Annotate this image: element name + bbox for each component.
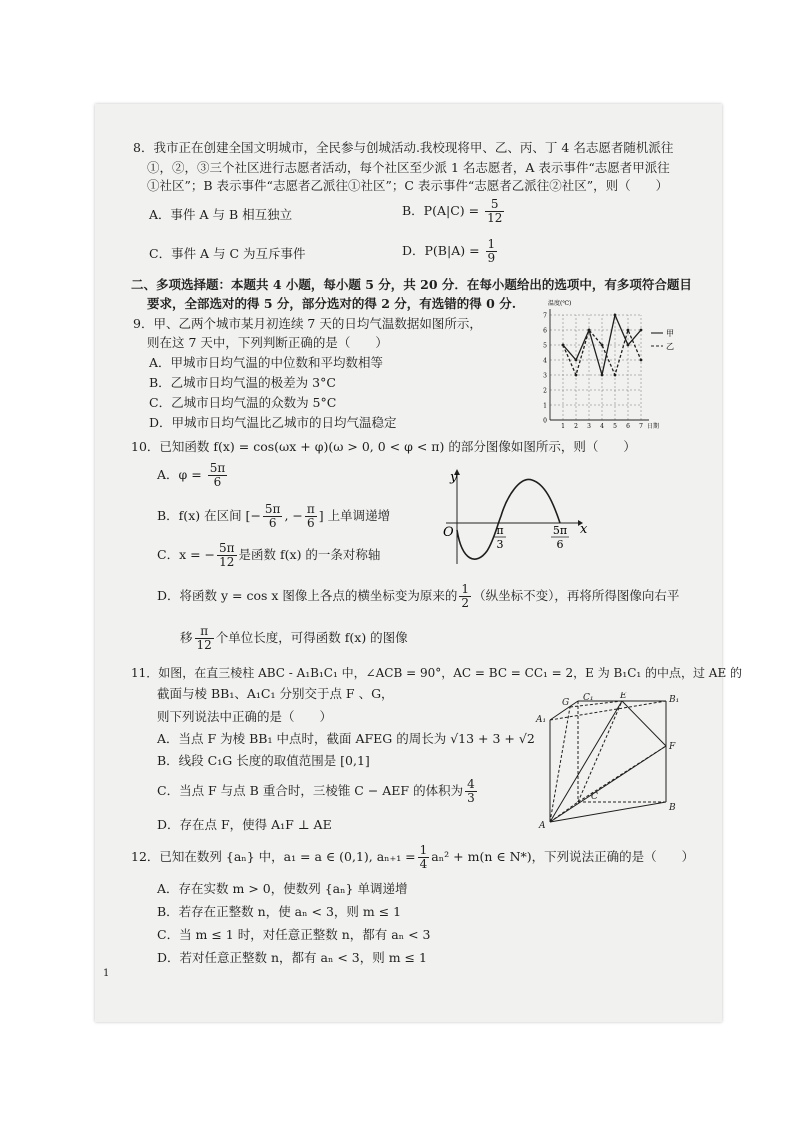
chart-x-tick-label: 6 [626, 423, 630, 430]
q10-option-b-post: ] 上单调递增 [318, 508, 391, 523]
q11-option-c-text: C．当点 F 与点 B 重合时，三棱锥 C − AEF 的体积为 [157, 783, 464, 798]
chart-x-tick-label: 4 [600, 423, 604, 430]
q11-option-c-fraction [465, 778, 477, 805]
q12-stem-post: aₙ² + m(n ∈ N*)，下列说法正确的是（ ） [431, 849, 695, 864]
chart-y-tick-label: 4 [543, 357, 547, 365]
q10-option-d2-fraction [195, 625, 214, 652]
chart-x-tick-label: 3 [587, 423, 591, 430]
q12-stem-fraction [418, 844, 430, 871]
chart-x-tick-label: 5 [613, 423, 617, 430]
q11-label-b1: B₁ [669, 695, 680, 705]
q10-option-c-text: C．x = − [157, 547, 216, 562]
page-number: 1 [103, 968, 110, 979]
q11-option-b: B．线段 C₁G 长度的取值范围是 [0,1] [157, 753, 370, 768]
q12-option-b: B．若存在正整数 n，使 aₙ < 3，则 m ≤ 1 [157, 904, 402, 919]
q10-tick1-den: 3 [496, 538, 504, 551]
q9-option-d: D．甲城市日均气温比乙城市的日均气温稳定 [149, 415, 397, 430]
q10-option-b-den2: 6 [307, 516, 315, 530]
chart-point [627, 344, 630, 347]
chart-legend-label: 乙 [666, 342, 674, 351]
q10-stem: 10．已知函数 f(x) = cos(ωx + φ)(ω > 0, 0 < φ < π) 的部分图像如图所示，则（ ） [131, 439, 636, 454]
q10-option-d [157, 583, 679, 610]
q8-option-d-fraction [486, 238, 498, 265]
q10-option-b-num2: π [306, 502, 315, 516]
q12-stem-den: 4 [419, 857, 428, 871]
q10-option-a-fraction [208, 462, 228, 489]
q10-option-d-line2 [180, 625, 408, 652]
chart-y-tick-label: 6 [543, 327, 547, 335]
chart-point [640, 359, 643, 362]
q10-cosine-curve [457, 479, 560, 559]
q11-line3: 则下列说法中正确的是（ ） [157, 709, 333, 724]
q11-edge-af [550, 746, 666, 822]
q10-option-d-fraction [459, 583, 471, 610]
q9-option-a: A．甲城市日均气温的中位数和平均数相等 [149, 355, 384, 370]
q10-option-c-fraction [217, 542, 237, 569]
q9-line2: 则在这 7 天中，下列判断正确的是（ ） [147, 335, 388, 350]
q11-edge-ef [622, 701, 666, 746]
chart-y-tick-label: 2 [543, 387, 547, 395]
q10-cosine-graph [440, 466, 590, 568]
q8-line1: 8．我市正在创建全国文明城市，全民参与创城活动.我校现将甲、乙、丙、丁 4 名志愿者随机派往 [133, 140, 674, 155]
q12-stem-num: 1 [419, 843, 428, 857]
q10-option-d2-den: 12 [196, 638, 212, 652]
q8-option-b-den: 12 [487, 211, 503, 225]
chart-x-tick-label: 1 [561, 423, 565, 430]
chart-x-tick-label: 2 [574, 423, 578, 430]
q12-stem [131, 844, 694, 871]
q11-label-b: B [669, 803, 676, 813]
chart-point [601, 344, 604, 347]
chart-y-tick-label: 0 [543, 417, 547, 425]
section2-line1: 二、多项选择题：本题共 4 小题，每小题 5 分，共 20 分．在每小题给出的选项中，有多项符合题目 [131, 277, 692, 292]
q8-option-c: C．事件 A 与 C 为互斥事件 [149, 246, 306, 261]
q10-option-b-num1: 5π [264, 502, 281, 516]
chart-point [601, 374, 604, 377]
q11-label-f: F [669, 742, 676, 752]
chart-x-axis-title: 日期 [647, 423, 660, 430]
chart-point [575, 359, 578, 362]
q11-label-a1: A₁ [536, 715, 547, 725]
q10-option-a-den: 6 [213, 475, 222, 489]
q10-option-c-num: 5π [219, 541, 235, 555]
q10-option-d-post: （纵坐标不变），再将所得图像向右平 [473, 588, 680, 603]
q8-line2: ①，②，③三个社区进行志愿者活动，每个社区至少派 1 名志愿者，A 表示事件“志愿者甲派往 [147, 160, 670, 175]
q11-option-a: A．当点 F 为棱 BB₁ 中点时，截面 AFEG 的周长为 √13 + 3 + √2 [157, 731, 535, 746]
q9-temperature-chart [536, 298, 696, 434]
q11-label-a: A [539, 821, 546, 831]
q11-option-c [157, 778, 479, 805]
chart-y-tick-label: 5 [543, 342, 547, 350]
q8-option-d-text: D．P(B|A) = [402, 243, 480, 258]
q8-option-d [402, 238, 499, 265]
q10-option-b-mid: , − [284, 508, 303, 523]
q10-option-c-post: 是函数 f(x) 的一条对称轴 [238, 547, 381, 562]
chart-point [588, 329, 591, 332]
q10-option-d2-text: 移 [180, 630, 193, 645]
chart-y-axis-title: 温度(℃) [548, 300, 572, 307]
q10-option-b [157, 503, 390, 530]
q10-y-label: y [450, 470, 458, 485]
chart-point [562, 344, 565, 347]
q10-tick2-den: 6 [556, 538, 564, 551]
chart-y-tick-label: 1 [543, 402, 547, 410]
chart-x-tick-label: 7 [639, 423, 643, 430]
q12-stem-text: 12．已知在数列 {aₙ} 中，a₁ = a ∈ (0,1), aₙ₊₁ = [131, 849, 416, 864]
chart-series-line [563, 330, 641, 375]
q10-tick2-num: 5π [552, 524, 568, 537]
q11-edge-ab [550, 802, 666, 822]
q12-option-d: D．若对任意正整数 n，都有 aₙ < 3，则 m ≤ 1 [157, 950, 427, 965]
q11-prism-figure [533, 692, 693, 832]
chart-point [614, 314, 617, 317]
q9-option-b: B．乙城市日均气温的极差为 3°C [149, 375, 336, 390]
q11-line2: 截面与棱 BB₁、A₁C₁ 分别交于点 F 、G， [157, 686, 394, 701]
q10-option-c-den: 12 [219, 555, 235, 569]
q10-option-a [157, 462, 229, 489]
q11-line1: 11．如图，在直三棱柱 ABC - A₁B₁C₁ 中，∠ACB = 90°，AC = BC = CC₁ = 2，E 为 B₁C₁ 的中点，过 AE 的 [131, 666, 743, 680]
q10-option-d2-num: π [195, 625, 214, 639]
q10-option-a-num: 5π [209, 461, 226, 475]
q11-option-c-den: 3 [467, 791, 475, 805]
chart-y-tick-label: 3 [543, 372, 547, 380]
section2-line2: 要求，全部选对的得 5 分，部分选对的得 2 分，有选错的得 0 分. [147, 296, 517, 311]
chart-y-tick-label: 7 [543, 312, 547, 320]
q8-option-d-num: 1 [487, 237, 496, 251]
q11-label-g: G [562, 698, 570, 708]
q9-line1: 9．甲、乙两个城市某月初连续 7 天的日均气温数据如图所示， [133, 316, 482, 331]
q10-origin-label: O [443, 525, 454, 540]
q10-option-a-text: A．φ = [157, 467, 202, 482]
q8-line3: ①社区”；B 表示事件“志愿者乙派往①社区”；C 表示事件“志愿者乙派往②社区”，则（ ） [147, 178, 669, 193]
q10-option-b-den1: 6 [268, 516, 277, 530]
q10-option-b-fraction2 [305, 503, 317, 530]
chart-point [627, 329, 630, 332]
q11-option-c-num: 4 [467, 777, 475, 791]
q11-option-d: D．存在点 F，使得 A₁F ⊥ AE [157, 817, 332, 832]
q10-option-d-text: D．将函数 y = cos x 图像上各点的横坐标变为原来的 [157, 588, 458, 603]
q8-option-a: A．事件 A 与 B 相互独立 [149, 207, 293, 222]
q8-option-b-num: 5 [485, 198, 504, 212]
q9-option-c: C．乙城市日均气温的众数为 5°C [149, 395, 337, 410]
chart-point [575, 374, 578, 377]
q10-option-d2-post: 个单位长度，可得函数 f(x) 的图像 [215, 630, 408, 645]
q12-option-c: C．当 m ≤ 1 时，对任意正整数 n，都有 aₙ < 3 [157, 927, 431, 942]
q11-label-c: C [591, 792, 598, 802]
q10-option-d-den: 2 [461, 596, 470, 610]
chart-legend-label: 甲 [666, 329, 674, 338]
q8-option-b [402, 198, 506, 225]
q12-option-a: A．存在实数 m > 0，使数列 {aₙ} 单调递增 [157, 881, 408, 896]
q8-option-d-den: 9 [487, 251, 496, 265]
q10-option-b-fraction1 [263, 503, 283, 530]
chart-point [614, 374, 617, 377]
chart-point [640, 329, 643, 332]
q10-option-c [157, 542, 380, 569]
q10-option-b-text: B．f(x) 在区间 [− [157, 508, 261, 523]
q10-option-d-num: 1 [461, 582, 470, 596]
q8-option-b-fraction [485, 198, 504, 225]
q10-x-label: x [580, 522, 588, 537]
q11-label-c1: C₁ [583, 693, 594, 703]
q10-tick1-num: π [496, 524, 504, 537]
q11-label-e: E [620, 692, 627, 701]
q11-edge-ce [578, 701, 622, 802]
q8-option-b-text: B．P(A|C) = [402, 203, 480, 218]
